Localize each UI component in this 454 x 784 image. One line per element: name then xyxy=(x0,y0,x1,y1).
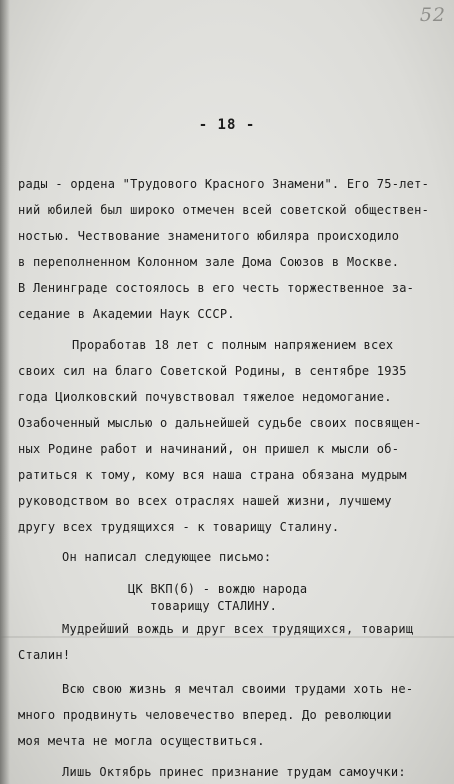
page-number: - 18 - xyxy=(198,117,256,133)
text-line: года Циолковский почувствовал тяжелое недомогание. xyxy=(18,390,392,404)
text-line: много продвинуть человечество вперед. До революции xyxy=(18,708,392,722)
archive-folio-number: 52 xyxy=(419,4,446,26)
text-line: ных Родине работ и начинаний, он пришел к мысли об- xyxy=(18,442,400,456)
letter-addressee: ЦК ВКП(б) - вождю народа xyxy=(128,582,308,596)
text-line: ратиться к тому, кому вся наша страна обязана мудрым xyxy=(18,468,407,482)
text-line: Сталин! xyxy=(18,648,71,662)
text-line: Лишь Октябрь принес признание трудам самоучки: xyxy=(62,765,406,779)
letter-addressee: товарищу СТАЛИНУ. xyxy=(150,599,278,613)
text-line: Он написал следующее письмо: xyxy=(62,550,272,564)
text-line: ний юбилей был широко отмечен всей советской обществен- xyxy=(18,203,430,217)
text-line: Мудрейший вождь и друг всех трудящихся, товарищ xyxy=(62,622,414,636)
text-line: Озабоченный мыслью о дальнейшей судьбе своих посвящен- xyxy=(18,416,422,430)
text-line: Проработав 18 лет с полным напряжением всех xyxy=(72,338,394,352)
text-line: Всю свою жизнь я мечтал своими трудами хоть не- xyxy=(62,682,414,696)
text-line: руководством во всех отраслях нашей жизни, лучшему xyxy=(18,494,392,508)
text-line: рады - ордена "Трудового Красного Знамени". Его 75-лет- xyxy=(18,177,430,191)
text-line: своих сил на благо Советской Родины, в сентябре 1935 xyxy=(18,364,407,378)
text-line: ностью. Чествование знаменитого юбиляра происходило xyxy=(18,229,400,243)
text-line: В Ленинграде состоялось в его честь торжественное за- xyxy=(18,281,415,295)
text-line: в переполненном Колонном зале Дома Союзов в Москве. xyxy=(18,255,400,269)
text-line: другу всех трудящихся - к товарищу Сталину. xyxy=(18,520,340,534)
text-line: моя мечта не могла осуществиться. xyxy=(18,734,265,748)
text-line: седание в Академии Наук СССР. xyxy=(18,307,235,321)
